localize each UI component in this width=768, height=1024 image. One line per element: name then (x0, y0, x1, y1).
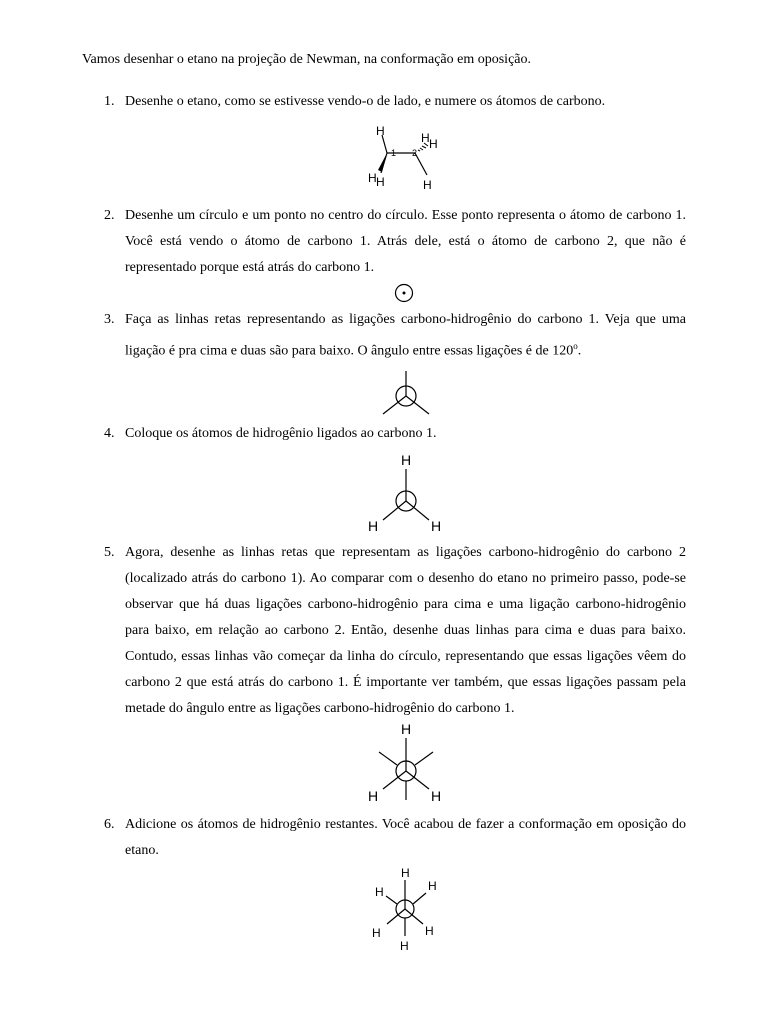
step-3 (104, 307, 686, 365)
step-1 (104, 89, 686, 115)
step-number: 5. (104, 545, 115, 560)
newman-c1-bonds-figure (378, 368, 434, 420)
hydrogen-label: H (368, 518, 379, 534)
step-text: Agora, desenhe as linhas retas que representam as ligações carbono-hidrogênio do carbono 2 (localizado atrás do carbono 1). Ao comparar com o desenho do etano no primeiro passo, pode-se observar que há duas ligações carbono-hidrogênio para cima e uma ligação carbono-hidrogênio para baixo, em relação ao carbono 2. Então, desenhe duas linhas para cima e duas para baixo. Contudo, essas linhas vão começar da linha do círculo, representando que essas ligações vêem do carbono 2 que está atrás do carbono 1. É importante ver também, que essas ligações passam pela metade do ângulo entre as ligações carbono-hidrogênio do carbono 1. (125, 545, 686, 716)
hydrogen-label: H (368, 788, 379, 804)
newman-circle-figure (392, 281, 416, 305)
intro-text: Vamos desenhar o etano na projeção de Newman, na conformação em oposição. (82, 52, 531, 67)
step-5 (104, 540, 686, 722)
hydrogen-label: H (428, 879, 437, 893)
step-text: Coloque os átomos de hidrogênio ligados ao carbono 1. (125, 426, 437, 441)
carbon-number-label: 1 (391, 148, 397, 158)
newman-c1-hydrogens-figure (364, 450, 448, 536)
step-text: Faça as linhas retas representando as ligações carbono-hidrogênio do carbono 1. Veja que uma ligação é pra cima e duas são para baixo. O ângulo entre essas ligações é de 120$^o$. (125, 312, 686, 359)
hydrogen-label: H (431, 518, 442, 534)
step-number: 3. (104, 312, 115, 327)
step-number: 4. (104, 426, 115, 441)
hydrogen-label: H (400, 939, 409, 953)
step-text: Desenhe um círculo e um ponto no centro do círculo. Esse ponto representa o átomo de carbono 1. Você está vendo o átomo de carbono 1. Atrás dele, está o átomo de carbono 2, que não é representado porque está atrás do carbono 1. (125, 208, 686, 275)
step-4 (104, 421, 686, 447)
hydrogen-label: H (372, 926, 381, 940)
newman-c2-bonds-figure (364, 720, 448, 806)
step-number: 1. (104, 94, 115, 109)
hydrogen-label: H (423, 178, 432, 192)
hydrogen-label: H (401, 452, 412, 468)
step-number: 2. (104, 208, 115, 223)
hydrogen-label: H (421, 131, 430, 145)
hydrogen-label: H (431, 788, 442, 804)
hydrogen-label: H (375, 885, 384, 899)
step-2 (104, 203, 686, 281)
newman-staggered-ethane-figure (366, 864, 446, 954)
hydrogen-label: H (376, 175, 385, 189)
step-number: 6. (104, 817, 115, 832)
hydrogen-label: H (376, 124, 385, 138)
hydrogen-label: H (425, 924, 434, 938)
hydrogen-label: H (429, 137, 438, 151)
step-6 (104, 812, 686, 864)
hydrogen-label: H (368, 171, 377, 185)
ethane-side-view-figure (360, 118, 450, 198)
hydrogen-label: H (401, 721, 412, 737)
step-text: Desenhe o etano, como se estivesse vendo-o de lado, e numere os átomos de carbono. (125, 94, 606, 109)
carbon-number-label: 2 (412, 148, 418, 158)
step-text: Adicione os átomos de hidrogênio restantes. Você acabou de fazer a conformação em oposição do etano. (125, 817, 686, 858)
hydrogen-label: H (401, 866, 410, 880)
